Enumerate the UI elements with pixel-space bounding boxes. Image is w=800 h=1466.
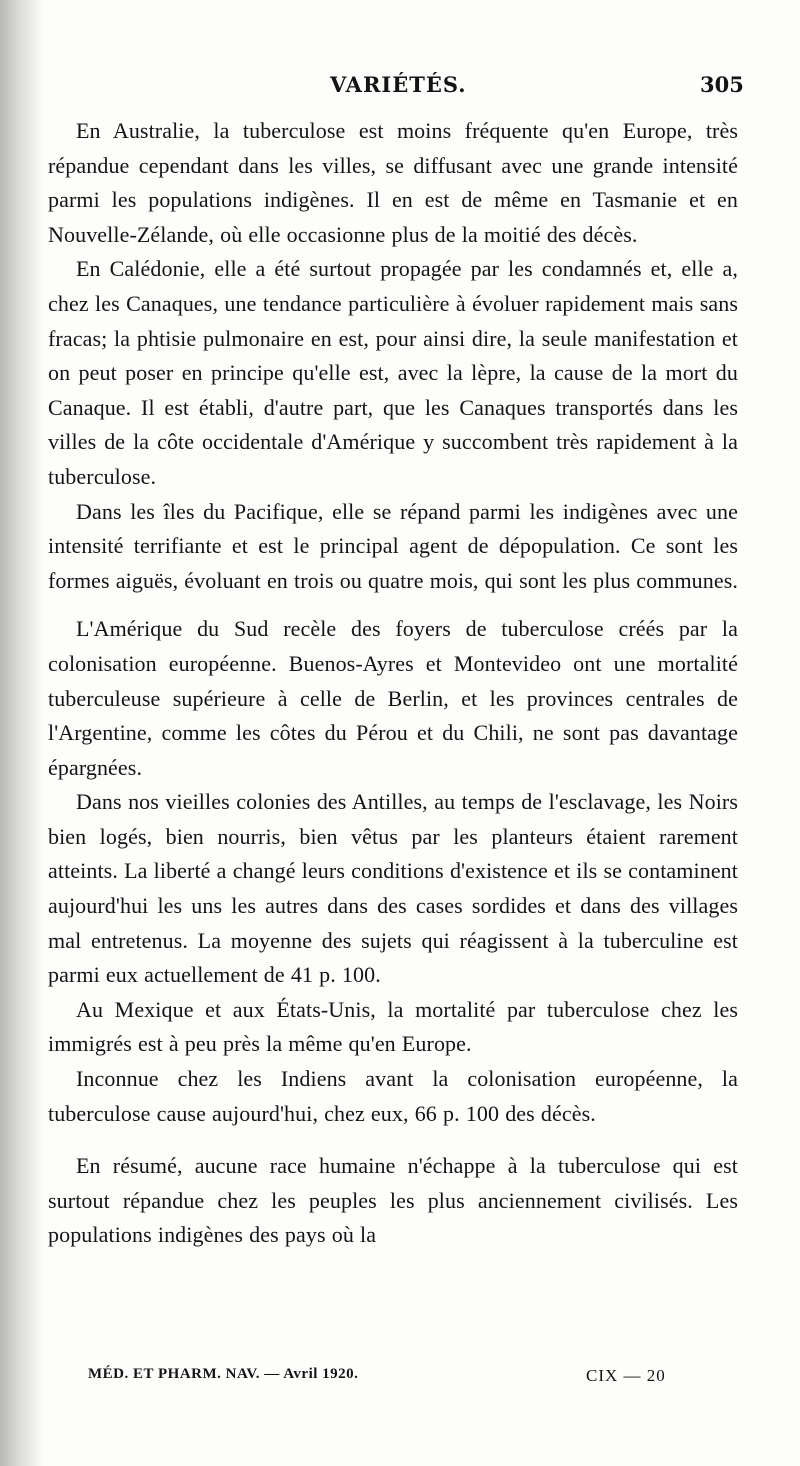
paragraph-antilles: Dans nos vieilles colonies des Antilles, au temps de l'esclavage, les Noirs bien logés, bien nourris, bien vêtus par les planteurs étaient rarement atteints. La liberté a changé leurs conditions d'existence et ils se contaminent aujourd'hui les uns les autres dans des cases sordides et dans des villages mal entretenus. La moyenne des sujets qui réagissent à la tuberculine est parmi eux actuellement de 41 p. 100.	[48, 789, 738, 988]
signature-mark: CIX — 20	[586, 1366, 666, 1385]
paragraph-resume: En résumé, aucune race humaine n'échappe à la tuberculose qui est surtout répandue chez les peuples les plus anciennement civilisés. Les populations indigènes des pays où la	[48, 1153, 738, 1248]
paragraph-australie: En Australie, la tuberculose est moins fréquente qu'en Europe, très répandue cependant dans les villes, se diffusant avec une grande intensité parmi les populations indigènes. Il en est de même en Tasmanie et en Nouvelle-Zélande, où elle occasionne plus de la moitié des décès.	[48, 118, 738, 247]
page-edge-shadow	[0, 0, 44, 1466]
page-footer	[0, 1366, 800, 1396]
paragraph-indiens: Inconnue chez les Indiens avant la colonisation européenne, la tuberculose cause aujourd'hui, chez eux, 66 p. 100 des décès.	[48, 1066, 738, 1126]
paragraph-amerique-du-sud: L'Amérique du Sud recèle des foyers de tuberculose créés par la colonisation européenne. Buenos-Ayres et Montevideo ont une mortalité tuberculeuse supérieure à celle de Berlin, et les provinces centrales de l'Argentine, comme les côtes du Pérou et du Chili, ne sont pas davantage épargnées.	[48, 616, 738, 780]
running-title: VARIÉTÉS.	[330, 72, 467, 97]
paragraph-caledonie: En Calédonie, elle a été surtout propagée par les condamnés et, elle a, chez les Canaques, une tendance particulière à évoluer rapidement mais sans fracas; la phtisie pulmonaire en est, pour ainsi dire, la seule manifestation et on peut poser en principe qu'elle est, avec la lèpre, la cause de la mort du Canaque. Il est établi, d'autre part, que les Canaques transportés dans les villes de la côte occidentale d'Amérique y succombent très rapidement à la tuberculose.	[48, 256, 738, 489]
page-header	[0, 72, 800, 108]
paragraph-mexique: Au Mexique et aux États-Unis, la mortalité par tuberculose chez les immigrés est à peu près la même qu'en Europe.	[48, 996, 738, 1057]
page-number: 305	[700, 72, 744, 97]
paragraph-pacifique: Dans les îles du Pacifique, elle se répand parmi les indigènes avec une intensité terrifiante et est le principal agent de dépopulation. Ce sont les formes aiguës, évoluant en trois ou quatre mois, qui sont les plus communes.	[48, 498, 738, 593]
body-text	[48, 114, 738, 1253]
journal-reference: MÉD. ET PHARM. NAV. — Avril 1920.	[88, 1366, 359, 1382]
